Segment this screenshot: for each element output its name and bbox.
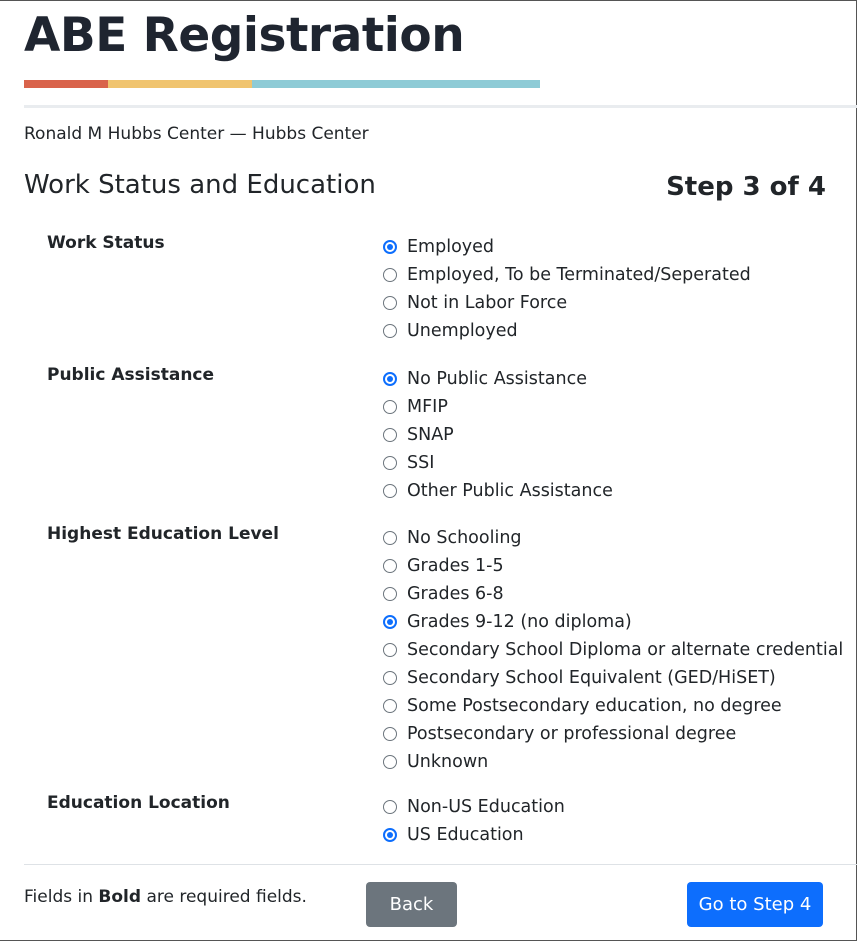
color-bar-red bbox=[24, 80, 108, 88]
radio-button[interactable] bbox=[383, 643, 397, 657]
radio-option-label[interactable]: Grades 9-12 (no diploma) bbox=[407, 612, 632, 632]
radio-option-label[interactable]: Grades 6-8 bbox=[407, 584, 504, 604]
radio-button[interactable] bbox=[383, 456, 397, 470]
note-prefix: Fields in bbox=[24, 887, 99, 907]
radio-option[interactable] bbox=[383, 261, 751, 289]
note-bold: Bold bbox=[98, 887, 142, 907]
radio-option[interactable] bbox=[383, 552, 843, 580]
radio-button[interactable] bbox=[383, 531, 397, 545]
education-location-label: Education Location bbox=[47, 793, 230, 813]
radio-option-label[interactable]: Employed bbox=[407, 237, 495, 257]
public-assistance-options bbox=[383, 365, 613, 505]
radio-option[interactable] bbox=[383, 580, 843, 608]
radio-option-label[interactable]: SNAP bbox=[407, 425, 454, 445]
radio-option-label[interactable]: Secondary School Equivalent (GED/HiSET) bbox=[407, 668, 776, 688]
radio-button[interactable] bbox=[383, 324, 397, 338]
radio-button[interactable] bbox=[383, 615, 397, 629]
radio-button[interactable] bbox=[383, 587, 397, 601]
radio-option[interactable] bbox=[383, 421, 613, 449]
radio-option-label[interactable]: Grades 1-5 bbox=[407, 556, 504, 576]
radio-button[interactable] bbox=[383, 559, 397, 573]
radio-option-label[interactable]: No Public Assistance bbox=[407, 369, 587, 389]
color-bar-blue bbox=[252, 80, 540, 88]
radio-button[interactable] bbox=[383, 240, 397, 254]
header-color-bar bbox=[24, 80, 540, 88]
radio-option-label[interactable]: Secondary School Diploma or alternate credential bbox=[407, 640, 844, 660]
radio-option-label[interactable]: SSI bbox=[407, 453, 435, 473]
radio-option[interactable] bbox=[383, 449, 613, 477]
radio-button[interactable] bbox=[383, 372, 397, 386]
radio-option[interactable] bbox=[383, 720, 843, 748]
step-indicator: Step 3 of 4 bbox=[666, 172, 826, 202]
radio-option-label[interactable]: No Schooling bbox=[407, 528, 522, 548]
radio-button[interactable] bbox=[383, 400, 397, 414]
education-level-label: Highest Education Level bbox=[47, 524, 279, 544]
radio-option-label[interactable]: Not in Labor Force bbox=[407, 293, 568, 313]
radio-option[interactable] bbox=[383, 524, 843, 552]
section-title: Work Status and Education bbox=[24, 170, 376, 200]
radio-button[interactable] bbox=[383, 428, 397, 442]
radio-option[interactable] bbox=[383, 664, 843, 692]
next-step-button[interactable]: Go to Step 4 bbox=[687, 882, 823, 927]
radio-option[interactable] bbox=[383, 821, 565, 849]
radio-option[interactable] bbox=[383, 748, 843, 776]
education-location-options bbox=[383, 793, 565, 849]
radio-button[interactable] bbox=[383, 268, 397, 282]
radio-option[interactable] bbox=[383, 692, 843, 720]
radio-option[interactable] bbox=[383, 477, 613, 505]
radio-option-label[interactable]: US Education bbox=[407, 825, 524, 845]
radio-button[interactable] bbox=[383, 699, 397, 713]
public-assistance-label: Public Assistance bbox=[47, 365, 215, 385]
radio-option-label[interactable]: Unemployed bbox=[407, 321, 518, 341]
radio-option[interactable] bbox=[383, 636, 843, 664]
footer-divider bbox=[24, 864, 857, 865]
radio-option-label[interactable]: Other Public Assistance bbox=[407, 481, 613, 501]
color-bar-yellow bbox=[108, 80, 252, 88]
radio-option-label[interactable]: MFIP bbox=[407, 397, 448, 417]
radio-button[interactable] bbox=[383, 755, 397, 769]
work-status-label: Work Status bbox=[47, 233, 165, 253]
radio-option[interactable] bbox=[383, 233, 751, 261]
radio-option[interactable] bbox=[383, 793, 565, 821]
app-title: ABE Registration bbox=[24, 8, 465, 63]
radio-button[interactable] bbox=[383, 800, 397, 814]
radio-option[interactable] bbox=[383, 317, 751, 345]
radio-button[interactable] bbox=[383, 727, 397, 741]
center-name: Ronald M Hubbs Center — Hubbs Center bbox=[24, 124, 369, 144]
radio-button[interactable] bbox=[383, 296, 397, 310]
radio-button[interactable] bbox=[383, 671, 397, 685]
radio-option-label[interactable]: Postsecondary or professional degree bbox=[407, 724, 737, 744]
required-fields-note bbox=[24, 887, 307, 907]
radio-option[interactable] bbox=[383, 365, 613, 393]
radio-button[interactable] bbox=[383, 484, 397, 498]
radio-option[interactable] bbox=[383, 393, 613, 421]
education-level-options bbox=[383, 524, 843, 776]
header-divider bbox=[24, 105, 857, 108]
radio-button[interactable] bbox=[383, 828, 397, 842]
work-status-options bbox=[383, 233, 751, 345]
radio-option-label[interactable]: Non-US Education bbox=[407, 797, 565, 817]
radio-option-label[interactable]: Unknown bbox=[407, 752, 489, 772]
note-suffix: are required fields. bbox=[141, 887, 307, 907]
radio-option-label[interactable]: Employed, To be Terminated/Seperated bbox=[407, 265, 751, 285]
radio-option[interactable] bbox=[383, 608, 843, 636]
radio-option-label[interactable]: Some Postsecondary education, no degree bbox=[407, 696, 782, 716]
back-button[interactable]: Back bbox=[366, 882, 457, 927]
radio-option[interactable] bbox=[383, 289, 751, 317]
